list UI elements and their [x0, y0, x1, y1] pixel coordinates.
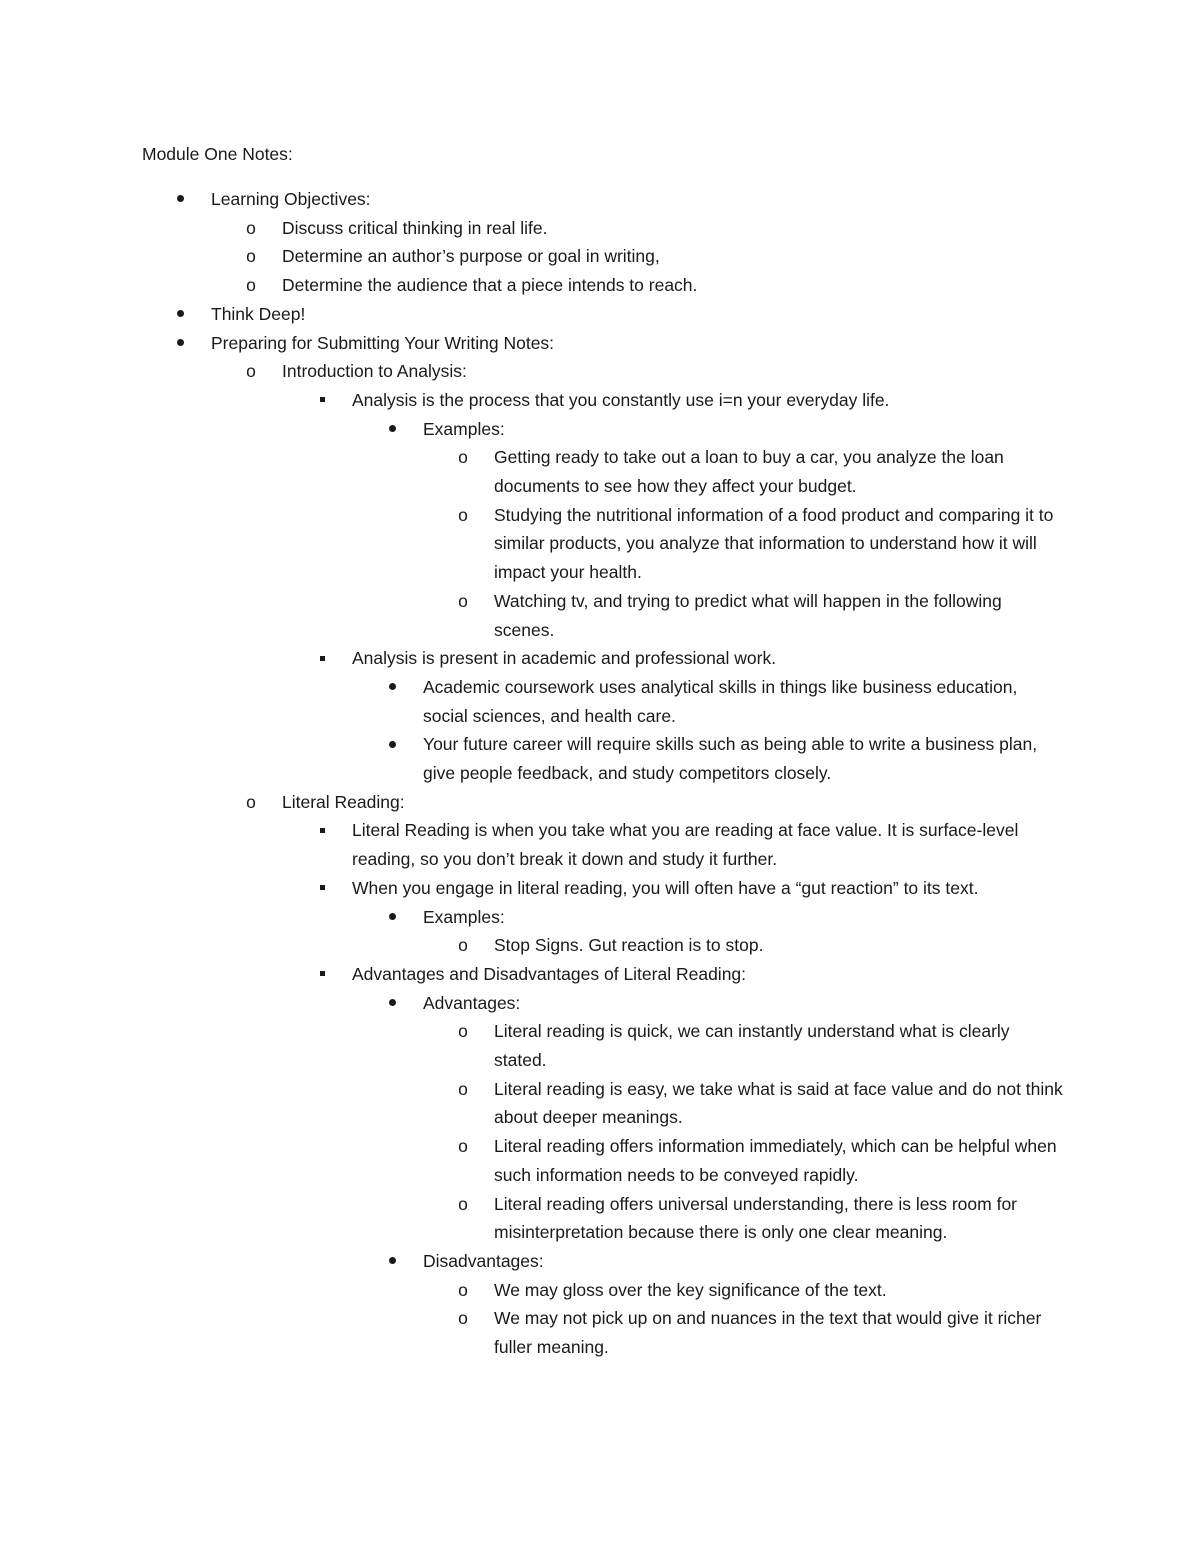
list-item [0, 730, 1200, 787]
list-item-text: Academic coursework uses analytical skills in things like business education, social sciences, and health care. [423, 676, 1018, 726]
circle-bullet-icon: o [246, 246, 256, 267]
disc-bullet-icon [384, 1247, 400, 1276]
list-item-text: Literal reading is quick, we can instantly understand what is clearly stated. [494, 1021, 1010, 1070]
circle-bullet-icon: o [458, 1078, 468, 1099]
list-item [0, 874, 1200, 903]
list-item-text: Your future career will require skills such as being able to write a business plan, give people feedback, and study competitors closely. [423, 734, 1038, 783]
list-item [0, 1132, 1200, 1189]
disc-bullet-icon [384, 415, 400, 444]
list-item [0, 300, 1200, 329]
list-item [0, 214, 1200, 243]
circle-bullet-icon: o [458, 1193, 468, 1214]
disc-bullet-icon [384, 989, 400, 1018]
list-item [0, 960, 1200, 989]
list-item-text: Getting ready to take out a loan to buy a car, you analyze the loan documents to see how they affect your budget. [494, 447, 1004, 496]
list-item-text: Advantages: [423, 992, 521, 1013]
disc-bullet-icon [172, 329, 188, 358]
disc-bullet-icon [172, 185, 188, 214]
circle-bullet-icon: o [458, 504, 468, 525]
square-bullet-icon [314, 386, 330, 415]
list-item [0, 788, 1200, 817]
circle-bullet-icon: o [458, 935, 468, 956]
square-bullet-icon [314, 960, 330, 989]
disc-bullet-icon [172, 300, 188, 329]
list-item [0, 673, 1200, 730]
list-item [0, 1304, 1200, 1361]
list-item [0, 903, 1200, 932]
list-item-text: Literal Reading: [282, 791, 405, 812]
square-bullet-icon [314, 816, 330, 845]
list-item-text: Disadvantages: [423, 1250, 544, 1271]
circle-bullet-icon: o [246, 275, 256, 296]
list-item-text: Stop Signs. Gut reaction is to stop. [494, 935, 764, 956]
circle-bullet-icon: o [458, 1308, 468, 1329]
list-item [0, 242, 1200, 271]
list-item [0, 329, 1200, 358]
circle-bullet-icon: o [458, 1136, 468, 1157]
circle-bullet-icon: o [458, 447, 468, 468]
list-item-text: We may gloss over the key significance of the text. [494, 1279, 887, 1300]
list-item-text: When you engage in literal reading, you will often have a “gut reaction” to its text. [352, 877, 979, 898]
list-item-text: Learning Objectives: [211, 189, 371, 209]
list-item [0, 1247, 1200, 1276]
list-item [0, 415, 1200, 444]
list-item-text: Studying the nutritional information of a food product and comparing it to similar products, you analyze that information to understand how it will impact your health. [494, 504, 1054, 583]
circle-bullet-icon: o [458, 1021, 468, 1042]
disc-bullet-icon [384, 903, 400, 932]
list-item [0, 1017, 1200, 1074]
circle-bullet-icon: o [458, 590, 468, 611]
list-item-text: Discuss critical thinking in real life. [282, 217, 548, 238]
list-item-text: Analysis is the process that you constantly use i=n your everyday life. [352, 389, 890, 410]
list-item [0, 271, 1200, 300]
list-item-text: Advantages and Disadvantages of Literal Reading: [352, 963, 747, 984]
list-item-text: Think Deep! [211, 303, 306, 324]
square-bullet-icon [314, 874, 330, 903]
list-item [0, 501, 1200, 587]
list-item-text: Literal reading offers information immediately, which can be helpful when such information needs to be conveyed rapidly. [494, 1136, 1057, 1185]
list-item-text: We may not pick up on and nuances in the text that would give it richer fuller meaning. [494, 1308, 1042, 1357]
list-item [0, 1190, 1200, 1247]
list-item-text: Determine the audience that a piece intends to reach. [282, 275, 698, 296]
circle-bullet-icon: o [246, 361, 256, 382]
list-item [0, 989, 1200, 1018]
list-item-text: Literal reading is easy, we take what is said at face value and do not think about deeper meanings. [494, 1078, 1063, 1128]
list-item-text: Watching tv, and trying to predict what will happen in the following scenes. [494, 590, 1002, 640]
list-item [0, 443, 1200, 500]
circle-bullet-icon: o [458, 1279, 468, 1300]
list-item-text: Analysis is present in academic and professional work. [352, 648, 777, 669]
list-item-text: Determine an author’s purpose or goal in writing, [282, 246, 660, 267]
list-item [0, 644, 1200, 673]
list-item [0, 357, 1200, 386]
circle-bullet-icon: o [246, 217, 256, 238]
list-item [0, 1276, 1200, 1305]
circle-bullet-icon: o [246, 791, 256, 812]
disc-bullet-icon [384, 673, 400, 702]
list-item-text: Examples: [423, 906, 505, 927]
list-item [0, 587, 1200, 644]
list-item-text: Literal Reading is when you take what you are reading at face value. It is surface-level reading, so you don’t break it down and study it further. [352, 820, 1019, 870]
disc-bullet-icon [384, 730, 400, 759]
list-item [0, 816, 1200, 873]
square-bullet-icon [314, 644, 330, 673]
list-item [0, 185, 1200, 214]
list-item-text: Introduction to Analysis: [282, 361, 467, 382]
list-item [0, 386, 1200, 415]
list-item-text: Preparing for Submitting Your Writing Notes: [211, 332, 555, 353]
page-title: Module One Notes: [142, 144, 293, 164]
list-item-text: Examples: [423, 418, 505, 439]
list-item [0, 1075, 1200, 1132]
list-item-text: Literal reading offers universal understanding, there is less room for misinterpretation because there is only one clear meaning. [494, 1193, 1018, 1243]
list-item [0, 931, 1200, 960]
